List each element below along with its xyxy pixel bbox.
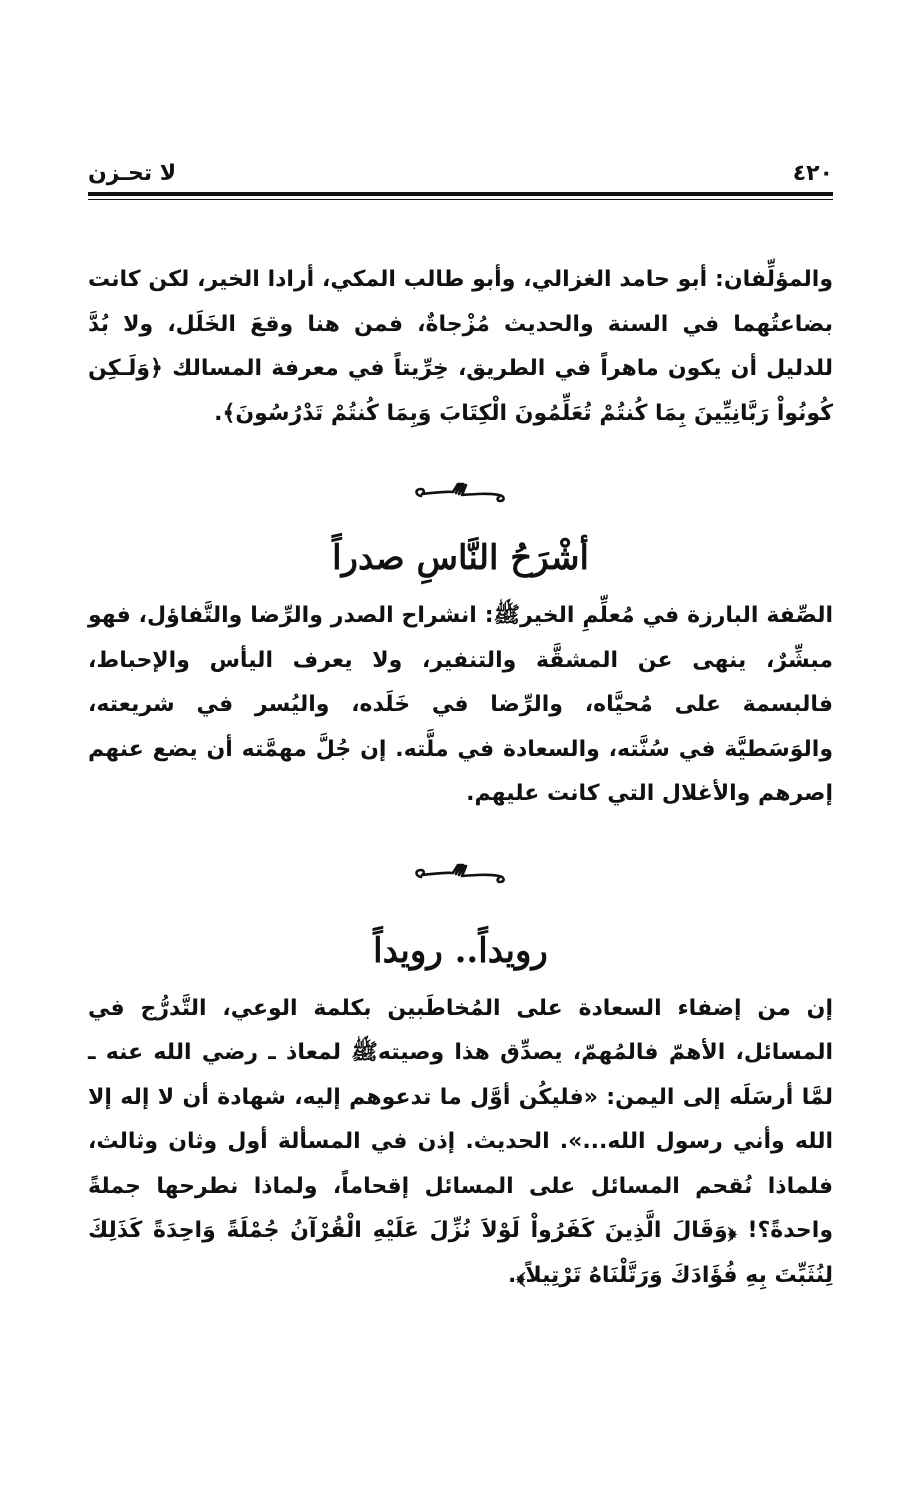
page-content	[88, 258, 833, 1298]
section-divider-2	[88, 839, 833, 909]
page-number: ٤٢٠	[792, 161, 833, 186]
calligraphic-divider-icon	[413, 481, 509, 505]
page-header	[88, 158, 833, 190]
section-2-paragraph: إن من إضفاء السعادة على المُخاطَبين بكلمة الوعي، التَّدرُّج في المسائل، الأهمّ فالمُهمّ، يصدِّق هذا وصيتهﷺ لمعاذ ـ رضي الله عنه ـ لمَّا أرسَلَه إلى اليمن: «فليكُن أوَّل ما تدعوهم إليه، شهادة أن لا إله إلا الله وأني رسول الله...». الحديث. إذن في المسألة أول وثان وثالث، فلماذا نُقحم المسائل على المسائل إقحاماً، ولماذا نطرحها جملةً واحدةً؟! ﴿وَقَالَ الَّذِينَ كَفَرُواْ لَوْلاَ نُزِّلَ عَلَيْهِ الْقُرْآنُ جُمْلَةً وَاحِدَةً كَذَلِكَ لِنُثَبِّتَ بِهِ فُؤَادَكَ وَرَتَّلْنَاهُ تَرْتِيلاً﴾.	[88, 995, 833, 1288]
calligraphic-divider-icon	[413, 862, 509, 886]
section-1-paragraph: الصِّفة البارزة في مُعلِّمِ الخيرﷺ: انشراح الصدر والرِّضا والتَّفاؤل، فهو مبشِّرٌ، ينهى عن المشقَّة والتنفير، ولا يعرف اليأس والإحباط، فالبسمة على مُحيَّاه، والرِّضا في خَلَده، واليُسر في شريعته، والوَسَطيَّة في سُنَّته، والسعادة في ملَّته. إن جُلَّ مهمَّته أن يضع عنهم إصرهم والأغلال التي كانت عليهم.	[88, 603, 833, 806]
book-title: لا تحـزن	[88, 161, 177, 186]
header-rule-thick	[88, 192, 833, 196]
header-rule-thin	[88, 199, 833, 200]
intro-paragraph: والمؤلِّفان: أبو حامد الغزالي، وأبو طالب المكي، أرادا الخير، لكن كانت بضاعتُهما في السنة والحديث مُزْجاةٌ، فمن هنا وقعَ الخَلَل، ولا بُدَّ للدليل أن يكون ماهراً في الطريق، خِرِّيتاً في معرفة المسالك ﴿وَلَـكِن كُونُواْ رَبَّانِيِّينَ بِمَا كُنتُمْ تُعَلِّمُونَ الْكِتَابَ وَبِمَا كُنتُمْ تَدْرُسُونَ﴾.	[88, 267, 833, 426]
section-divider-1	[88, 458, 833, 528]
section-2-heading: رويداً.. رويداً	[373, 930, 548, 971]
section-1-heading: أشْرَحُ النَّاسِ صدراً	[332, 538, 589, 578]
